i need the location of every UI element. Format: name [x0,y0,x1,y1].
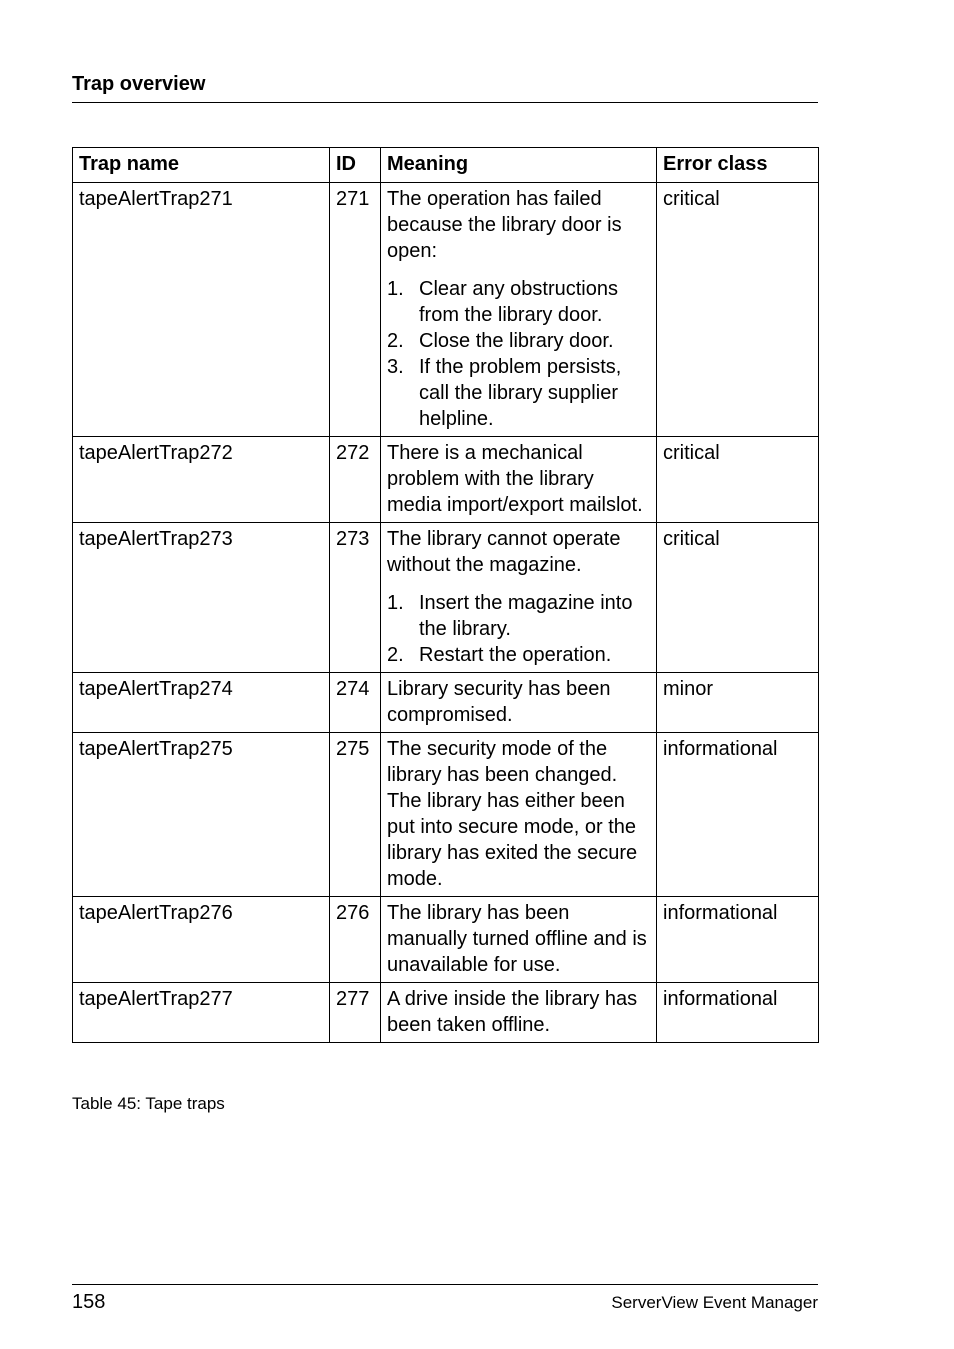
error-class-cell: critical [657,437,819,523]
trap-name-cell: tapeAlertTrap271 [73,183,330,437]
trap-name-cell: tapeAlertTrap275 [73,733,330,897]
table-caption: Table 45: Tape traps [72,1094,225,1113]
trap-name-cell: tapeAlertTrap273 [73,523,330,673]
step-number: 2. [387,330,404,352]
trap-id-cell: 271 [330,183,381,437]
trap-id-cell: 277 [330,983,381,1043]
meaning-cell: There is a mechanical problem with the library media import/export mailslot. [381,437,657,523]
trap-name-cell: tapeAlertTrap277 [73,983,330,1043]
column-header-meaning: Meaning [381,148,657,183]
tape-traps-table [72,147,819,1043]
step-text: Clear any obstructions from the library door. [419,278,618,326]
meaning-cell: A drive inside the library has been taken offline. [381,983,657,1043]
step-item [387,328,650,354]
trap-id-cell: 273 [330,523,381,673]
trap-id-cell: 274 [330,673,381,733]
trap-id-cell: 275 [330,733,381,897]
step-number: 3. [387,356,404,378]
step-item [387,276,650,328]
meaning-text: The operation has failed because the library door is open: [387,188,622,262]
trap-name-cell: tapeAlertTrap274 [73,673,330,733]
meaning-cell: The library has been manually turned offline and is unavailable for use. [381,897,657,983]
error-class-cell: informational [657,983,819,1043]
trap-name-cell: tapeAlertTrap276 [73,897,330,983]
footer-divider [72,1284,818,1285]
error-class-cell: minor [657,673,819,733]
error-class-cell: critical [657,183,819,437]
table-row [73,523,819,673]
step-number: 1. [387,592,404,614]
step-item [387,354,650,432]
step-text: Close the library door. [419,330,614,352]
meaning-cell [381,183,657,437]
table-row [73,183,819,437]
column-header-error-class: Error class [657,148,819,183]
document-name: ServerView Event Manager [611,1293,818,1312]
column-header-trap-name: Trap name [73,148,330,183]
table-header-row [73,148,819,183]
error-class-cell: informational [657,897,819,983]
trap-id-cell: 272 [330,437,381,523]
section-title: Trap overview [72,73,206,95]
step-item [387,642,650,668]
table-row [73,983,819,1043]
step-text: Insert the magazine into the library. [419,592,633,640]
meaning-text: The library cannot operate without the magazine. [387,528,621,576]
step-text: Restart the operation. [419,644,612,666]
error-class-cell: informational [657,733,819,897]
step-item [387,590,650,642]
meaning-cell: The security mode of the library has been changed. The library has either been put into secure mode, or the library has exited the secure mode. [381,733,657,897]
meaning-cell: Library security has been compromised. [381,673,657,733]
table-row [73,897,819,983]
step-text: If the problem persists, call the library supplier helpline. [419,356,622,430]
error-class-cell: critical [657,523,819,673]
steps-list [387,590,650,668]
table-row [73,733,819,897]
steps-list [387,276,650,432]
trap-id-cell: 276 [330,897,381,983]
table-row [73,437,819,523]
trap-name-cell: tapeAlertTrap272 [73,437,330,523]
step-number: 1. [387,278,404,300]
header-divider [72,102,818,103]
column-header-id: ID [330,148,381,183]
page-number: 158 [72,1291,106,1313]
step-number: 2. [387,644,404,666]
meaning-cell [381,523,657,673]
table-row [73,673,819,733]
